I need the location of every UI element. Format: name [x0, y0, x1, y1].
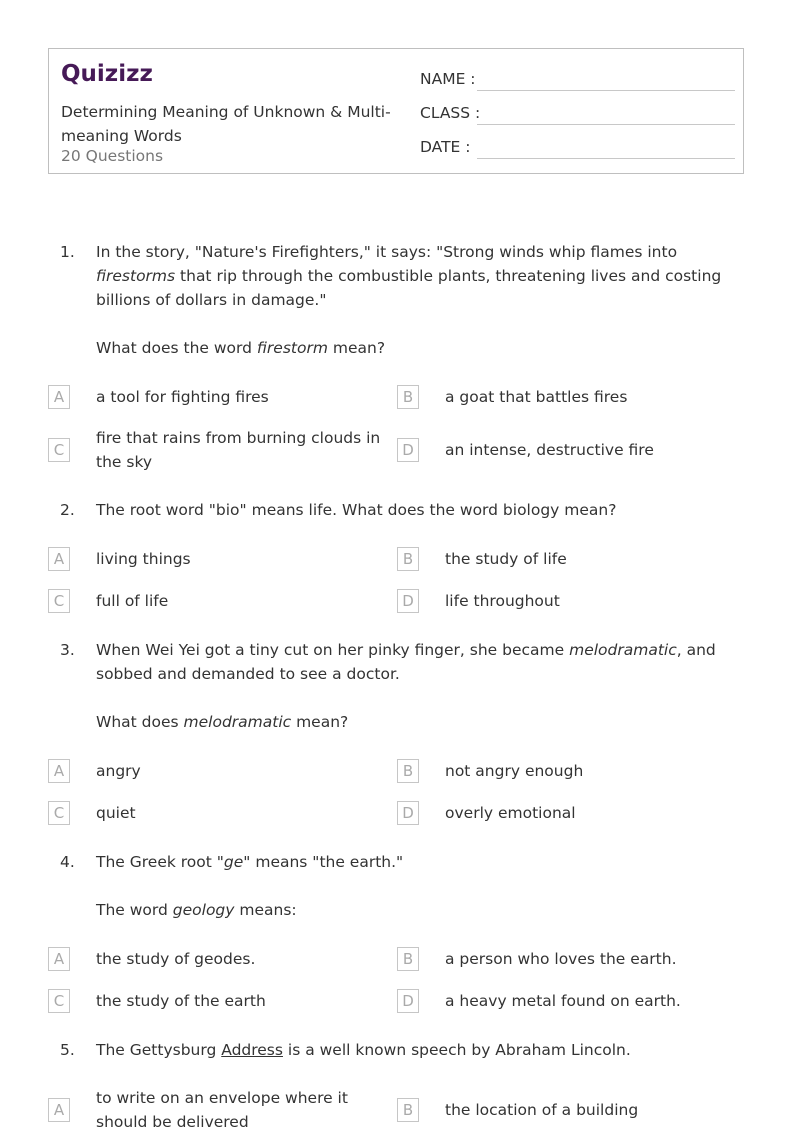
option-letter-b[interactable]: B	[397, 759, 419, 783]
emphasis: firestorms	[96, 267, 176, 285]
option-letter-c[interactable]: C	[48, 989, 70, 1013]
emphasis: melodramatic	[569, 641, 677, 659]
question-text	[96, 1038, 744, 1062]
option-letter-c[interactable]: C	[48, 801, 70, 825]
option-text: full of life	[96, 592, 169, 610]
option-letter-b[interactable]: B	[397, 385, 419, 409]
svg-text:Quizizz: Quizizz	[61, 61, 153, 87]
text-span: In the story, "Nature's Firefighters," it says: "Strong winds whip flames into	[96, 243, 678, 261]
option-letter-b[interactable]: B	[397, 947, 419, 971]
question-number: 4.	[60, 853, 75, 871]
option-text: a heavy metal found on earth.	[445, 992, 681, 1010]
emphasis: firestorm	[256, 339, 328, 357]
text-span: The Gettysburg	[96, 1041, 222, 1059]
option-text: fire that rains from burning clouds in the sky	[96, 429, 381, 471]
underlined-word: Address	[221, 1041, 283, 1059]
option-text: a goat that battles fires	[445, 388, 628, 406]
text-span: mean?	[327, 339, 386, 357]
option-letter-a[interactable]: A	[48, 1098, 70, 1122]
option-text: the study of the earth	[96, 992, 266, 1010]
option-letter-d[interactable]: D	[397, 438, 419, 462]
question-paragraph	[96, 638, 744, 686]
option-letter-a[interactable]: A	[48, 759, 70, 783]
question-prompt	[96, 336, 744, 360]
text-span: What does the word	[96, 339, 257, 357]
question-prompt	[96, 898, 744, 922]
name-line[interactable]	[477, 90, 735, 91]
option-text: angry	[96, 762, 141, 780]
option-letter-a[interactable]: A	[48, 547, 70, 571]
text-span: is a well known speech by Abraham Lincoln.	[282, 1041, 631, 1059]
question-number: 1.	[60, 243, 75, 261]
text-span: , and sobbed and demanded to see a doctor.	[96, 641, 716, 683]
option-text: an intense, destructive fire	[445, 441, 654, 459]
text-span: that rip through the combustible plants, threatening lives and costing billions of dollars in damage."	[96, 267, 722, 309]
text-span: mean?	[291, 713, 349, 731]
class-field[interactable]	[420, 101, 735, 125]
option-letter-d[interactable]: D	[397, 801, 419, 825]
text-span: The Greek root	[96, 853, 217, 871]
option-text: life throughout	[445, 592, 560, 610]
option-text: a person who loves the earth.	[445, 950, 677, 968]
option-letter-b[interactable]: B	[397, 547, 419, 571]
text-span: When Wei Yei got a tiny cut on her pinky finger, she became	[96, 641, 570, 659]
option-text: the location of a building	[445, 1101, 639, 1119]
option-text: to write on an envelope where it should be delivered	[96, 1089, 348, 1131]
option-text: the study of geodes.	[96, 950, 256, 968]
emphasis: "ge"	[216, 853, 251, 871]
quizizz-logo	[61, 59, 153, 87]
option-text: quiet	[96, 804, 136, 822]
question-paragraph	[96, 1038, 744, 1062]
text-span: The word	[96, 901, 173, 919]
option-letter-c[interactable]: C	[48, 589, 70, 613]
option-text: living things	[96, 550, 191, 568]
question-text: The root word "bio" means life. What does the word biology mean?	[96, 501, 617, 519]
question-paragraph	[96, 850, 744, 874]
emphasis: melodramatic	[183, 713, 292, 731]
worksheet-title: Determining Meaning of Unknown & Multi-meaning Words	[61, 103, 391, 145]
question-text	[96, 850, 744, 922]
text-span: means "the earth."	[250, 853, 404, 871]
text-span: What does	[96, 713, 184, 731]
option-letter-b[interactable]: B	[397, 1098, 419, 1122]
question-prompt	[96, 710, 744, 734]
date-field[interactable]	[420, 135, 735, 159]
question-paragraph	[96, 240, 744, 312]
option-letter-d[interactable]: D	[397, 589, 419, 613]
option-text: a tool for fighting fires	[96, 388, 269, 406]
question-text	[96, 240, 744, 360]
option-text: overly emotional	[445, 804, 576, 822]
question-number: 5.	[60, 1041, 75, 1059]
option-letter-a[interactable]: A	[48, 947, 70, 971]
class-line[interactable]	[477, 124, 735, 125]
worksheet-header	[48, 48, 744, 174]
question-text	[96, 638, 744, 734]
name-field[interactable]	[420, 67, 735, 91]
class-label: CLASS :	[420, 104, 481, 122]
option-letter-d[interactable]: D	[397, 989, 419, 1013]
question-count: 20 Questions	[61, 147, 164, 165]
question-number: 2.	[60, 501, 75, 519]
option-letter-a[interactable]: A	[48, 385, 70, 409]
date-label: DATE :	[420, 138, 471, 156]
name-label: NAME :	[420, 70, 476, 88]
emphasis: geology	[172, 901, 235, 919]
option-text: the study of life	[445, 550, 567, 568]
date-line[interactable]	[477, 158, 735, 159]
text-span: means:	[234, 901, 297, 919]
question-number: 3.	[60, 641, 75, 659]
option-letter-c[interactable]: C	[48, 438, 70, 462]
option-text: not angry enough	[445, 762, 584, 780]
